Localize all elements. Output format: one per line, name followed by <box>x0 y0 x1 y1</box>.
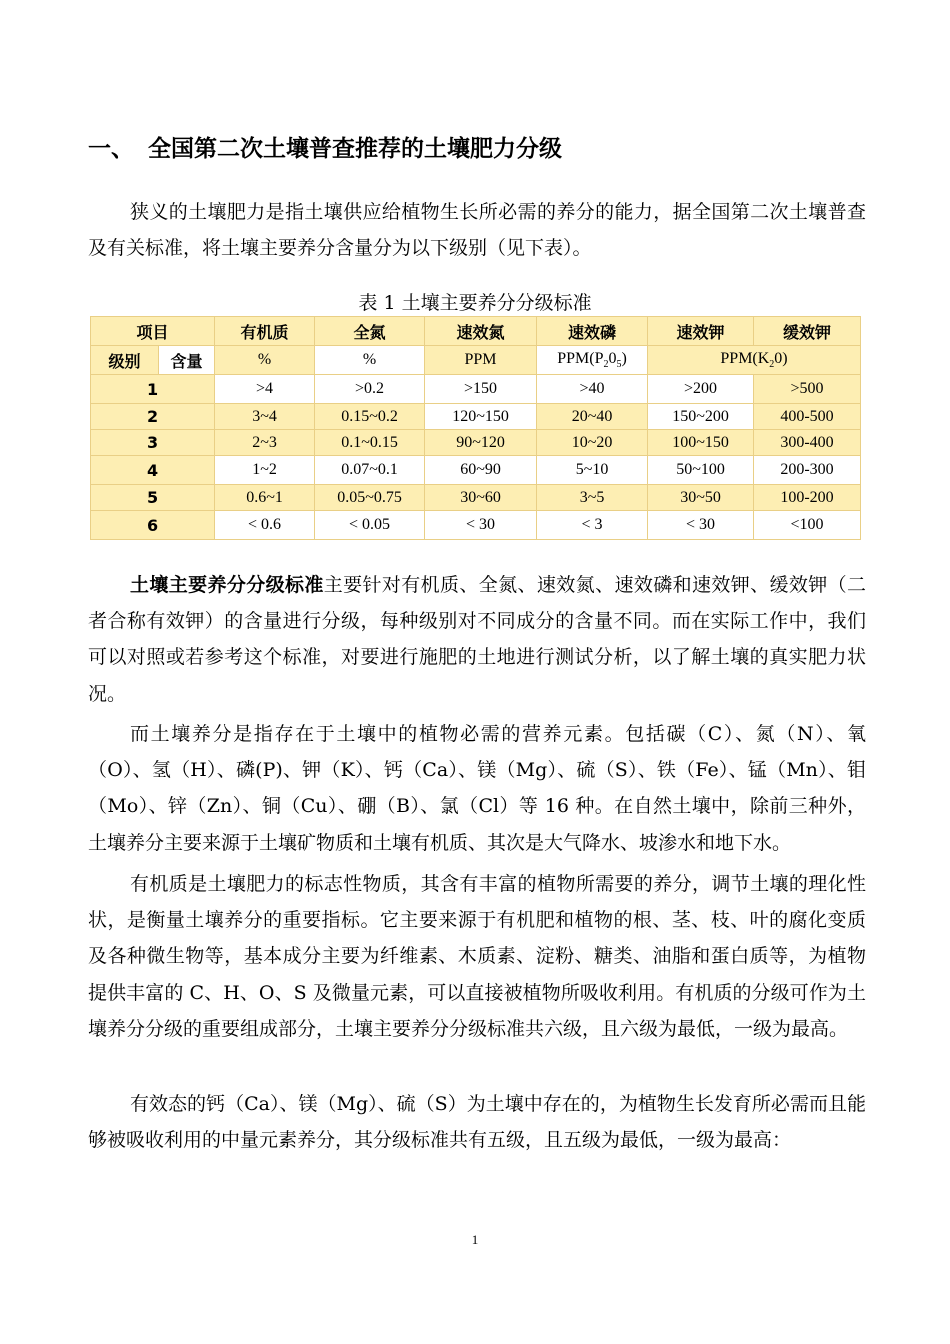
medium-elements-paragraph: 有效态的钙（Ca）、镁（Mg）、硫（S）为土壤中存在的，为植物生长发育所必需而且能够被吸收利用的中量元素养分，其分级标准共有五级，且五级为最低，一级为最高： <box>88 1093 866 1152</box>
value-cell: 200-300 <box>754 456 861 485</box>
value-cell: < 0.6 <box>215 511 315 540</box>
value-cell: 60~90 <box>425 456 537 485</box>
value-cell: 30~50 <box>648 485 754 511</box>
header-available-nitrogen: 速效氮 <box>425 317 537 346</box>
value-cell: 50~100 <box>648 456 754 485</box>
value-cell: 0.1~0.15 <box>315 430 425 456</box>
value-cell: 30~60 <box>425 485 537 511</box>
header-slow-potassium: 缓效钾 <box>754 317 861 346</box>
level-cell: 4 <box>91 456 215 485</box>
value-cell: 0.05~0.75 <box>315 485 425 511</box>
value-cell: < 3 <box>537 511 648 540</box>
header-available-phosphorus: 速效磷 <box>537 317 648 346</box>
header-available-potassium: 速效钾 <box>648 317 754 346</box>
section-heading <box>88 131 562 167</box>
value-cell: >40 <box>537 375 648 404</box>
value-cell: 100-200 <box>754 485 861 511</box>
unit-organic: % <box>215 346 315 375</box>
value-cell: >150 <box>425 375 537 404</box>
grading-standard-paragraph <box>88 567 866 712</box>
level-cell: 5 <box>91 485 215 511</box>
level-cell: 6 <box>91 511 215 540</box>
unit-available-nitrogen: PPM <box>425 346 537 375</box>
value-cell: 90~120 <box>425 430 537 456</box>
value-cell: 3~4 <box>215 404 315 430</box>
value-cell: 1~2 <box>215 456 315 485</box>
value-cell: <100 <box>754 511 861 540</box>
grading-standard-term: 土壤主要养分分级标准 <box>130 574 324 596</box>
value-cell: 5~10 <box>537 456 648 485</box>
value-cell: >500 <box>754 375 861 404</box>
value-cell: 0.6~1 <box>215 485 315 511</box>
section-title: 全国第二次土壤普查推荐的土壤肥力分级 <box>148 136 562 162</box>
unit-available-phosphorus: $PPM(P_20_5)$ <box>537 346 648 375</box>
nutrients-paragraph: 而土壤养分是指存在于土壤中的植物必需的营养元素。包括碳（C）、氮（N）、氧（O）、氢（H）、磷(P)、钾（K）、钙（Ca）、镁（Mg）、硫（S）、铁（Fe）、锰（Mn）、钼（Mo）、锌（Zn）、铜（Cu）、硼（B）、氯（Cl）等 16 种。在自然土壤中，除前三种外，土壤养分主要来源于土壤矿物质和土壤有机质、其次是大气降水、坡渗水和地下水。 <box>88 723 866 854</box>
header-total-nitrogen: 全氮 <box>315 317 425 346</box>
value-cell: < 30 <box>648 511 754 540</box>
value-cell: >4 <box>215 375 315 404</box>
value-cell: 3~5 <box>537 485 648 511</box>
section-number: 一、 <box>88 136 134 162</box>
table-caption: 表 1 土壤主要养分分级标准 <box>358 292 592 314</box>
unit-potassium: $PPM(K_20)$ <box>648 346 861 375</box>
value-cell: 10~20 <box>537 430 648 456</box>
value-cell: 100~150 <box>648 430 754 456</box>
value-cell: 300-400 <box>754 430 861 456</box>
value-cell: 400-500 <box>754 404 861 430</box>
value-cell: 2~3 <box>215 430 315 456</box>
header-organic-matter: 有机质 <box>215 317 315 346</box>
value-cell: >0.2 <box>315 375 425 404</box>
value-cell: < 30 <box>425 511 537 540</box>
value-cell: 0.15~0.2 <box>315 404 425 430</box>
header-item: 项目 <box>91 317 215 346</box>
value-cell: 20~40 <box>537 404 648 430</box>
subheader-content: 含量 <box>159 346 215 375</box>
intro-paragraph: 狭义的土壤肥力是指土壤供应给植物生长所必需的养分的能力，据全国第二次土壤普查及有关标准，将土壤主要养分含量分为以下级别（见下表）。 <box>88 201 866 260</box>
value-cell: 0.07~0.1 <box>315 456 425 485</box>
value-cell: >200 <box>648 375 754 404</box>
organic-matter-paragraph: 有机质是土壤肥力的标志性物质，其含有丰富的植物所需要的养分，调节土壤的理化性状，是衡量土壤养分的重要指标。它主要来源于有机肥和植物的根、茎、枝、叶的腐化变质及各种微生物等，基本成分主要为纤维素、木质素、淀粉、糖类、油脂和蛋白质等，为植物提供丰富的 C、H、O、S 及微量元素，可以直接被植物所吸收利用。有机质的分级可作为土壤养分分级的重要组成部分，土壤主要养分分级标准共六级，且六级为最低，一级为最高。 <box>88 873 866 1040</box>
value-cell: < 0.05 <box>315 511 425 540</box>
nutrient-grading-table <box>90 316 861 540</box>
level-cell: 1 <box>91 375 215 404</box>
unit-total-nitrogen: % <box>315 346 425 375</box>
level-cell: 2 <box>91 404 215 430</box>
value-cell: 150~200 <box>648 404 754 430</box>
page-number: 1 <box>471 1232 479 1247</box>
value-cell: 120~150 <box>425 404 537 430</box>
grading-standard-text: 主要针对有机质、全氮、速效氮、速效磷和速效钾、缓效钾（二者合称有效钾）的含量进行分级，每种级别对不同成分的含量不同。而在实际工作中，我们可以对照或若参考这个标准，对要进行施肥的土地进行测试分析，以了解土壤的真实肥力状况。 <box>88 574 866 705</box>
subheader-level: 级别 <box>91 346 159 375</box>
level-cell: 3 <box>91 430 215 456</box>
